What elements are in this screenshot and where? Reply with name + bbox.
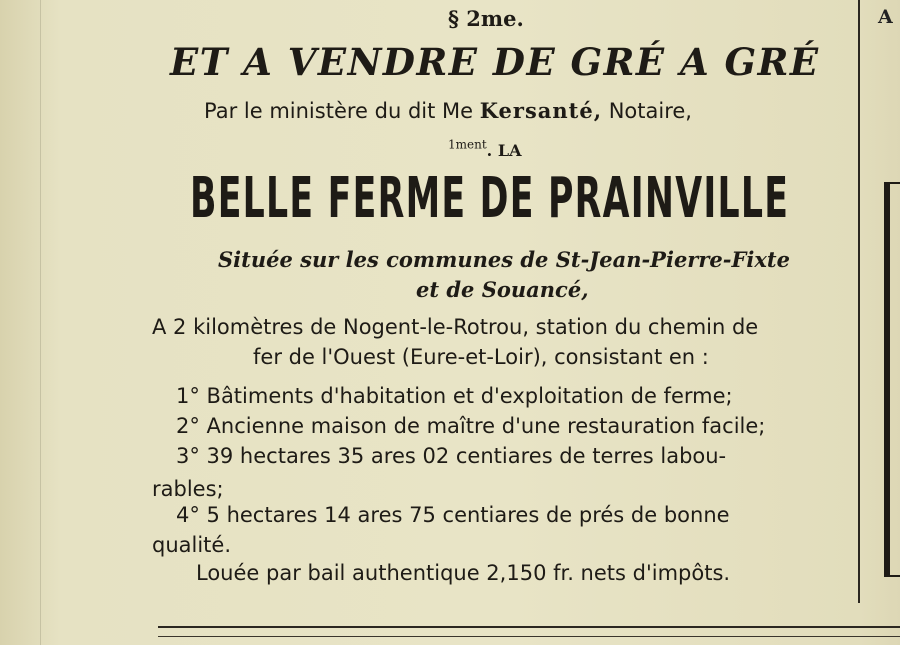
lease-line: Louée par bail authentique 2,150 fr. nets d'impôts. [196,561,731,585]
notary-line [204,98,692,123]
bottom-rule [158,626,900,628]
notary-name: Kersanté, [479,98,603,123]
distance-line-2: fer de l'Ouest (Eure-et-Loir), consistant en : [253,345,709,369]
location-line-2: et de Souancé, [416,277,589,302]
item-3-line-1: 3° 39 hectares 35 ares 02 centiares de terres labou- [176,444,727,468]
item-4-line-2: qualité. [152,533,232,557]
adjacent-column-fragment: A [878,6,894,28]
notary-prefix: Par le ministère du dit Me [204,99,480,123]
distance-line-1: A 2 kilomètres de Nogent-le-Rotrou, station du chemin de [152,315,759,339]
first-mark: 1ment [448,137,487,152]
first-lot-mark [448,137,521,161]
item-3-line-2: rables; [152,477,224,501]
column-gutter [40,0,41,645]
bottom-rule-thin [158,636,900,637]
sale-heading: ET A VENDRE DE GRÉ A GRÉ [170,40,820,84]
first-article: . LA [486,141,522,160]
section-mark: § 2me. [448,6,524,31]
adjacent-column-border [884,182,900,577]
notary-title: Notaire, [602,99,692,123]
item-4-line-1: 4° 5 hectares 14 ares 75 centiares de prés de bonne [176,503,730,527]
location-line-1: Située sur les communes de St-Jean-Pierre-Fixte [218,247,790,272]
property-title: BELLE FERME DE PRAINVILLE [190,166,790,231]
column-divider [858,0,860,603]
item-2: 2° Ancienne maison de maître d'une restauration facile; [176,414,766,438]
item-1: 1° Bâtiments d'habitation et d'exploitation de ferme; [176,384,733,408]
